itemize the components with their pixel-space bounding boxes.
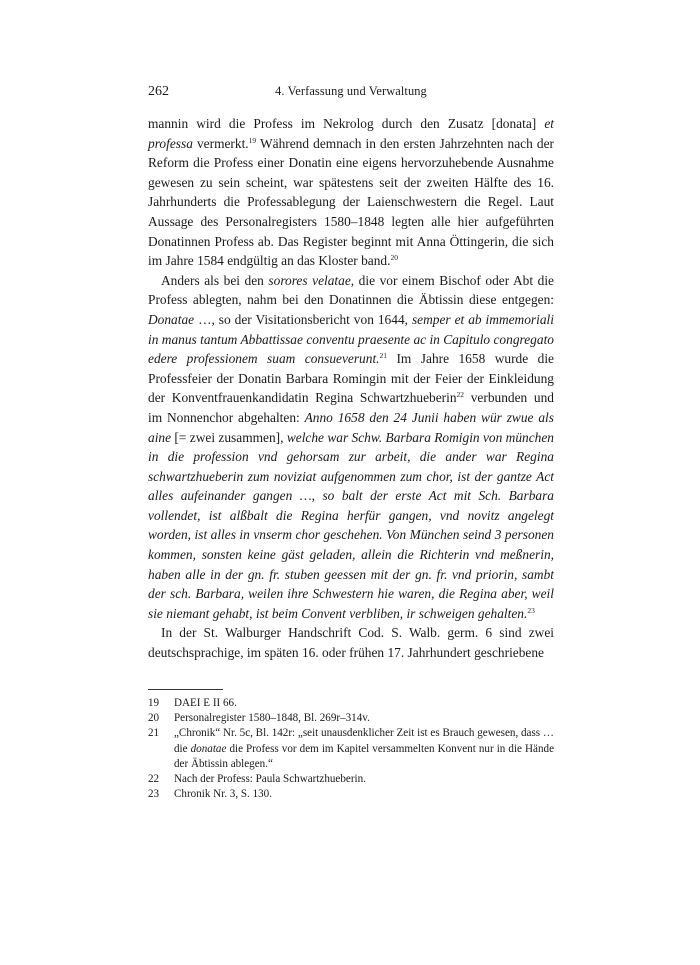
text-run: „Chronik“ Nr. 5c, Bl. 142r: „seit unausdenklicher Zeit ist es Brauch gewesen, dass … die xyxy=(174,727,554,755)
footnote xyxy=(148,696,554,711)
footnote-marker: 20 xyxy=(390,253,398,263)
footnote-text xyxy=(174,697,237,709)
running-title: 4. Verfassung und Verwaltung xyxy=(275,84,427,98)
footnote-text xyxy=(174,773,366,785)
footnote-text xyxy=(174,788,272,800)
text-run: Während demnach in den ersten Jahrzehnten nach der Reform die Profess einer Donatin eine eigens hervorzuhebende Ausnahme gewesen zu sein scheint, war spätestens seit der zweiten Hälfte des 16. Jahrhunderts die Professablegung der Laienschwestern die Regel. Laut Aussage des Personalregisters 1580–1848 legten alle hier aufgeführten Donatinnen Profess ab. Das Register beginnt mit Anna Öttingerin, die sich im Jahre 1584 endgültig an das Kloster band. xyxy=(148,135,554,269)
footnote xyxy=(148,787,554,802)
footnote xyxy=(148,772,554,787)
footnote-marker: 21 xyxy=(379,351,388,361)
footnote-marker: 22 xyxy=(456,390,465,400)
text-run: Anders als bei den xyxy=(161,272,269,288)
italic-text: semper et ab immemoriali in manus tantum Abbattissae conventu praesente ac in Capitulo congregato edere professionem suam consueverunt. xyxy=(148,311,554,367)
text-run: Personalregister 1580–1848, Bl. 269r–314v. xyxy=(174,712,370,725)
footnote-number: 19 xyxy=(148,697,160,709)
page-number: 262 xyxy=(148,84,169,99)
text-run: Nach der Profess: Paula Schwartzhueberin. xyxy=(174,773,366,786)
italic-text: sorores velatae xyxy=(268,272,351,288)
footnote-number: 23 xyxy=(148,788,160,801)
footnote xyxy=(148,711,554,726)
footnote-number: 20 xyxy=(148,712,160,725)
italic-text: Donatae xyxy=(148,311,195,327)
footnote-text xyxy=(174,712,370,724)
footnote-separator xyxy=(148,689,223,690)
footnotes xyxy=(148,696,554,802)
text-run: DAEI E II 66. xyxy=(174,697,237,709)
italic-text: donatae xyxy=(190,742,227,755)
footnote xyxy=(148,726,554,772)
text-run: verbunden und im Nonnenchor abgehalten: xyxy=(148,390,554,425)
footnote-number: 22 xyxy=(148,773,160,786)
footnote-number: 21 xyxy=(148,727,160,740)
text-run: die Profess vor dem im Kapitel versammelten Konvent nur in die Hände der Äbtissin ablegen.“ xyxy=(174,742,554,770)
text-run: vermerkt. xyxy=(192,135,249,151)
paragraph xyxy=(148,114,554,271)
footnote-text xyxy=(174,727,554,769)
italic-text: Anno 1658 den 24 Junii haben wür zwue als aine xyxy=(148,409,554,445)
text-run: In der St. Walburger Handschrift Cod. S. Walb. germ. 6 sind zwei deutschsprachige, im späten 16. oder frühen 17. Jahrhundert geschriebene xyxy=(148,625,554,661)
paragraph xyxy=(148,623,554,662)
text-run: …, so der Visitationsbericht von 1644, xyxy=(194,311,412,327)
italic-text: et professa xyxy=(148,116,554,151)
footnote-marker: 19 xyxy=(248,135,257,145)
text-run: Im Jahre 1658 wurde die Professfeier der Donatin Barbara Romingin mit der Feier der Einkleidung der Konventfrauenkandidatin Regina Schwartzhueberin xyxy=(148,351,554,406)
body-text xyxy=(148,114,554,663)
text-run: [= zwei zusammen], xyxy=(171,429,287,445)
text-run: mannin wird die Profess im Nekrolog durch den Zusatz [donata] xyxy=(148,116,545,131)
footnote-marker: 23 xyxy=(527,605,535,615)
page-header xyxy=(148,84,554,104)
text-run: Chronik Nr. 3, S. 130. xyxy=(174,788,273,801)
italic-text: welche war Schw. Barbara Romigin von münchen in die profession vnd gehorsam zur arbeit, die ander war Regina schwartzhueberin zum noviziat aufgenommen zum chor, ist der gantze Act alles aufeinander gangen …, so balt der erste Act mit Sch. Barbara vollendet, ist alßbalt die Regina herfür gangen, vnd novitz angelegt worden, ist alles in vnserm chor geschehen. Von München seind 3 personen kommen, sonsten keine gäst geladen, allein die Richterin vnd meßnerin, haben alle in der gn. fr. stuben geessen mit der gn. fr. vnd priorin, sambt der sch. Barbara, weilen ihre Schwestern hie waren, die Regina aber, weil sie niemant gehabt, ist beim Convent verbliben, ir schweigen gehalten. xyxy=(148,429,554,621)
text-run: , die vor einem Bischof oder Abt die Profess ablegten, nahm bei den Donatinnen die Äbtissin diese entgegen: xyxy=(148,272,554,308)
paragraph xyxy=(148,271,554,624)
